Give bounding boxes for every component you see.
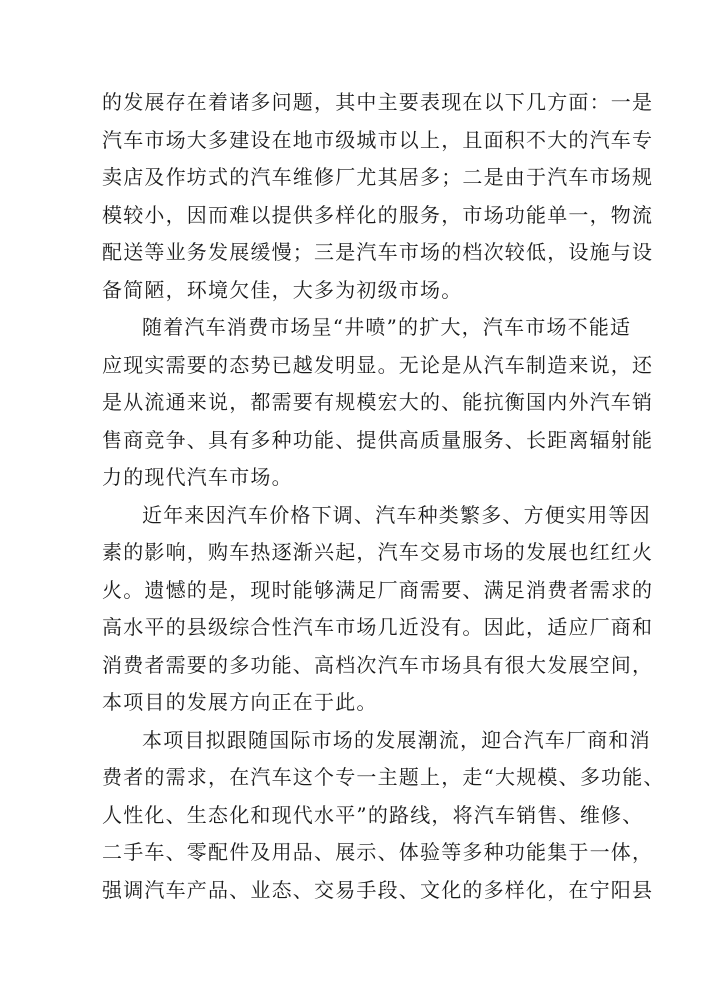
text-line: 强调汽车产品、业态、交易手段、文化的多样化，在宁阳县 xyxy=(102,877,654,902)
paragraph-start-line: 随着汽车消费市场呈“井喷”的扩大，汽车市场不能适 xyxy=(142,315,632,339)
paragraph-start-line: 近年来因汽车价格下调、汽车种类繁多、方便实用等因 xyxy=(142,502,651,527)
text-line: 模较小，因而难以提供多样化的服务，市场功能单一，物流 xyxy=(102,202,654,227)
text-line: 费者的需求，在汽车这个专一主题上，走“大规模、多功能、 xyxy=(102,765,665,789)
text-line: 力的现代汽车市场。 xyxy=(102,465,293,489)
text-line: 售商竞争、具有多种功能、提供高质量服务、长距离辐射能 xyxy=(102,427,654,452)
text-line: 火。遗憾的是，现时能够满足厂商需要、满足消费者需求的 xyxy=(102,577,654,602)
text-line: 备简陋，环境欠佳，大多为初级市场。 xyxy=(102,277,463,302)
text-line: 的发展存在着诸多问题，其中主要表现在以下几方面：一是 xyxy=(102,90,654,114)
text-line: 消费者需要的多功能、高档次汽车市场具有很大发展空间， xyxy=(102,652,654,677)
text-line: 高水平的县级综合性汽车市场几近没有。因此，适应厂商和 xyxy=(102,615,654,639)
document-body xyxy=(102,84,665,909)
text-line: 应现实需要的态势已越发明显。无论是从汽车制造来说，还 xyxy=(102,352,654,377)
text-line: 是从流通来说，都需要有规模宏大的、能抗衡国内外汽车销 xyxy=(102,390,654,414)
text-line: 素的影响，购车热逐渐兴起，汽车交易市场的发展也红红火 xyxy=(102,540,654,564)
text-line: 本项目的发展方向正在于此。 xyxy=(102,690,378,714)
text-line: 二手车、零配件及用品、展示、体验等多种功能集于一体， xyxy=(102,840,654,864)
text-line: 配送等业务发展缓慢；三是汽车市场的档次较低，设施与设 xyxy=(102,240,654,264)
text-line: 卖店及作坊式的汽车维修厂尤其居多；二是由于汽车市场规 xyxy=(102,165,654,189)
text-line: 人性化、生态化和现代水平”的路线，将汽车销售、维修、 xyxy=(102,802,644,827)
paragraph-start-line: 本项目拟跟随国际市场的发展潮流，迎合汽车厂商和消 xyxy=(142,727,651,752)
text-line: 汽车市场大多建设在地市级城市以上，且面积不大的汽车专 xyxy=(102,127,654,152)
